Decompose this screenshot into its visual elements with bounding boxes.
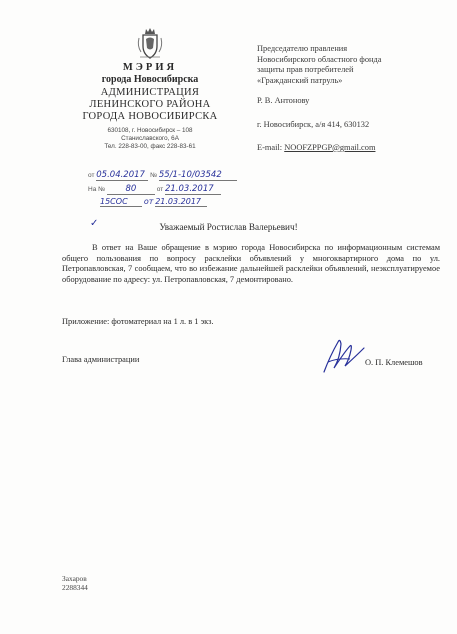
email-link[interactable]: NOOFZPPGP@gmail.com [284,142,376,152]
executor-name: Захаров [62,574,87,583]
outgoing-date: 05.04.2017 [96,170,148,181]
attachment-note: Приложение: фотоматериал на 1 л. в 1 экз. [62,317,214,326]
executor-block [62,574,88,592]
extra-registration: 15COC от 21.03.2017 [100,197,207,207]
recipient-name: Р. В. Антонову [257,96,310,106]
admin-line: АДМИНИСТРАЦИЯ [100,87,200,98]
extra-date: 21.03.2017 [155,197,207,207]
reply-date: 21.03.2017 [165,184,221,195]
extra-number: 15COC [100,197,142,207]
handwritten-signature-icon [316,336,368,376]
contact-line: Тел. 228-83-00, факс 228-83-61 [104,143,196,150]
address-line: Станиславского, 6А [121,135,179,142]
mayor-office-title: МЭРИЯ [122,62,178,73]
recipient-address: г. Новосибирск, а/я 414, 630132 [257,119,370,129]
recipient-email-row [257,143,447,154]
address-line: 630108, г. Новосибирск – 108 [107,127,193,134]
executor-phone: 2288344 [62,583,88,592]
coat-of-arms-icon [135,26,165,60]
administration-title [60,87,240,123]
outgoing-number: 55/1-10/03542 [159,170,237,181]
city-title: города Новосибирска [101,74,199,85]
letter-body: В ответ на Ваше обращение в мэрию города Новосибирска по информационным системам общего пользования по вопросу расклейки объявлений у многоквартирного дома по ул. Петропавловская, 7 сообщаем, что во избежание дальнейшей расклейки объявлений, неэксплуатируемое оборудование по адресу: ул. Петропавловская, 7 демонтировано. [62,243,440,284]
reply-number: 80 [107,184,155,195]
outgoing-registration: от 05.04.2017 № 55/1-10/03542 [88,170,237,181]
letterhead-address [60,127,240,151]
recipient-line: Председателю правления [257,44,348,53]
recipient-block [257,44,447,153]
recipient-line: «Гражданский патруль» [257,75,343,85]
signatory-position: Глава администрации [62,355,140,364]
letterhead [60,26,240,151]
signatory-name: О. П. Клемешов [365,358,423,367]
recipient-line: Новосибирского областного фонда [257,54,382,64]
greeting: Уважаемый Ростислав Валерьевич! [159,222,298,232]
recipient-line: защиты прав потребителей [257,65,354,75]
check-mark-icon: ✓ [90,218,99,229]
admin-line: ГОРОДА НОВОСИБИРСКА [82,111,218,122]
reply-registration: На № 80 от 21.03.2017 [88,184,221,195]
email-label: E-mail: [257,142,283,152]
admin-line: ЛЕНИНСКОГО РАЙОНА [89,99,211,110]
